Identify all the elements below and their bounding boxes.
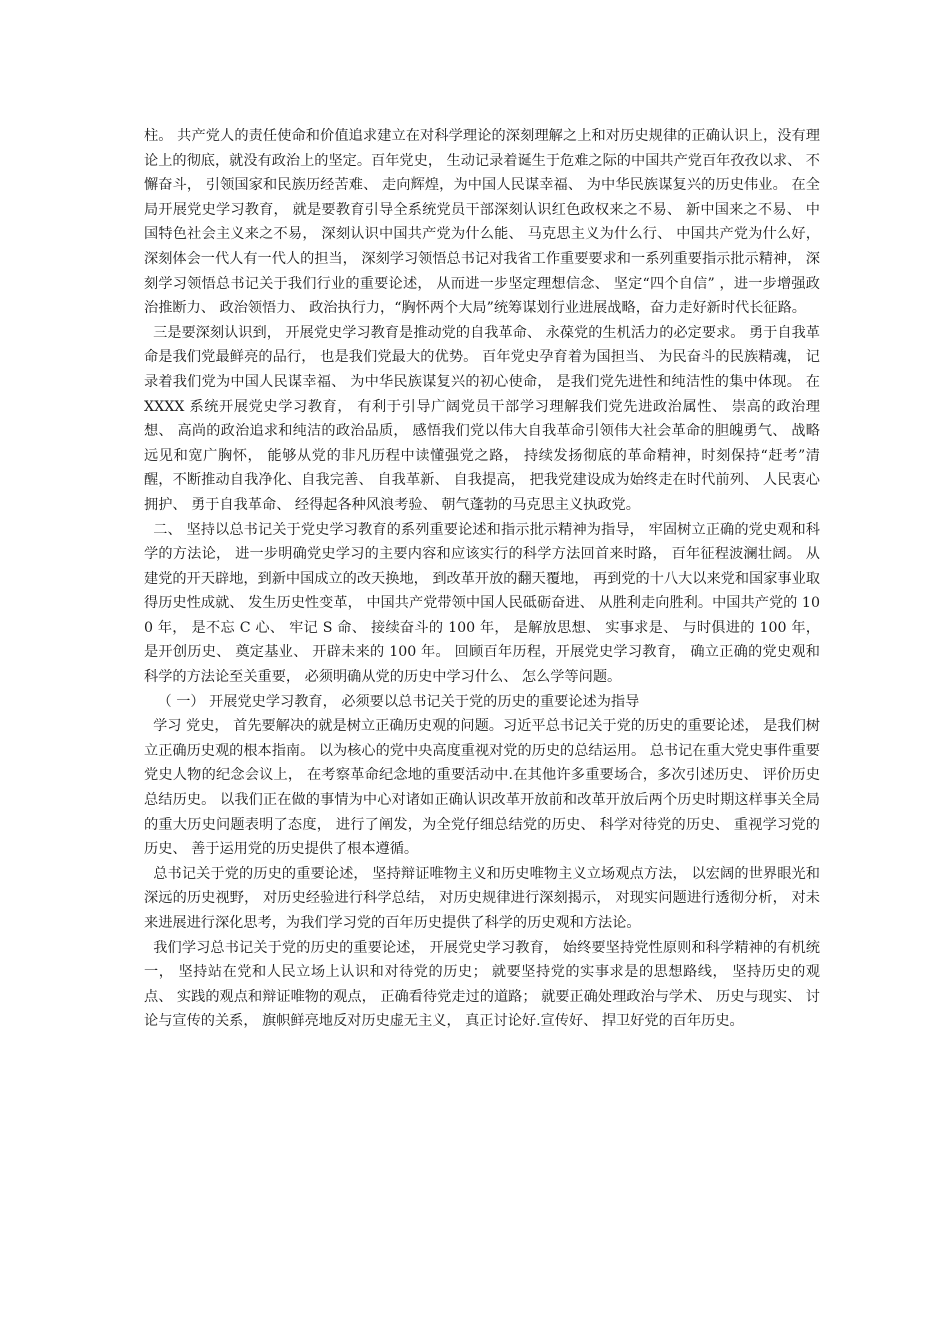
subheading-1: （ 一） 开展党史学习教育， 必须要以总书记关于党的历史的重要论述为指导 — [144, 693, 640, 710]
paragraph-2: 三是要深刻认识到， 开展党史学习教育是推动党的自我革命、 永葆党的生机活力的必定要求。 勇于自我革命是我们党最鲜亮的品行， 也是我们党最大的优势。 百年党史孕育着为国担当、 为民奋斗的民族精魂， 记录着我们党为中国人民谋幸福、 为中华民族谋复兴的初心使命， 是我们党先进性和纯洁性的集中体现。 在 XXXX 系统开展党史学习教育， 有利于引导广阔党员干部学习理解我们党先进政治属性、 崇高的政治理想、 高尚的政治追求和纯洁的政治品质， 感悟我们党以伟大自我革命引领伟大社会革命的胆魄勇气、 战略远见和宽广胸怀， 能够从党的非凡历程中读懂强党之路， 持续发扬彻底的革命精神，时刻保持“赶考”清醒，不断推动自我净化、自我完善、 自我革新、 自我提高， 把我党建设成为始终走在时代前列、 人民衷心拥护、 勇于自我革命、 经得起各种风浪考验、 朝气蓬勃的马克思主义执政党。 — [144, 324, 825, 513]
paragraph-4: 学习 党史， 首先要解决的就是树立正确历史观的问题。习近平总书记关于党的历史的重要论述， 是我们树立正确历史观的根本指南。 以为核心的党中央高度重视对党的历史的总结运用。 总书记在重大党史事件重要党史人物的纪念会议上， 在考察革命纪念地的重要活动中.在其他许多重要场合，多次引述历史、 评价历史总结历史。 以我们正在做的事情为中心对诸如正确认识改革开放前和改革开放后两个历史时期这样事关全局的重大历史问题表明了态度， 进行了阐发，为全党仔细总结党的历史、 科学对待党的历史、 重视学习党的历史、 善于运用党的历史提供了根本遵循。 — [144, 718, 820, 858]
document-page — [144, 124, 825, 1034]
paragraph-5: 总书记关于党的历史的重要论述， 坚持辩证唯物主义和历史唯物主义立场观点方法， 以宏阔的世界眼光和深远的历史视野， 对历史经验进行科学总结， 对历史规律进行深刻揭示， 对现实问题进行透彻分析， 对未来进展进行深化思考，为我们学习党的百年历史提供了科学的历史观和方法论。 — [144, 865, 820, 931]
paragraph-6: 我们学习总书记关于党的历史的重要论述， 开展党史学习教育， 始终要坚持党性原则和科学精神的有机统一， 坚持站在党和人民立场上认识和对待党的历史； 就要坚持党的实事求是的思想路线， 坚持历史的观点、 实践的观点和辩证唯物的观点， 正确看待党走过的道路； 就要正确处理政治与学术、 历史与现实、 讨论与宣传的关系， 旗帜鲜亮地反对历史虚无主义， 真正讨论好.宣传好、 捍卫好党的百年历史。 — [144, 939, 820, 1030]
paragraph-1: 柱。 共产党人的责任使命和价值追求建立在对科学理论的深刻理解之上和对历史规律的正确认识上，没有理论上的彻底，就没有政治上的坚定。百年党史， 生动记录着诞生于危难之际的中国共产党百年孜孜以求、 不懈奋斗， 引领国家和民族历经苦难、 走向辉煌，为中国人民谋幸福、 为中华民族谋复兴的历史伟业。 在全局开展党史学习教育， 就是要教育引导全系统党员干部深刻认识红色政权来之不易、 新中国来之不易、 中国特色社会主义来之不易， 深刻认识中国共产党为什么能、 马克思主义为什么行、 中国共产党为什么好， 深刻体会一代人有一代人的担当， 深刻学习领悟总书记对我省工作重要要求和一系列重要指示批示精神， 深刻学习领悟总书记关于我们行业的重要论述， 从而进一步坚定理想信念、 坚定“四个自信” ，进一步增强政治推断力、 政治领悟力、 政治执行力，“胸怀两个大局”统筹谋划行业进展战略，奋力走好新时代长征路。 — [144, 128, 825, 317]
paragraph-3: 二、 坚持以总书记关于党史学习教育的系列重要论述和指示批示精神为指导， 牢固树立正确的党史观和科学的方法论， 进一步明确党史学习的主要内容和应该实行的科学方法回首来时路， 百年征程波澜壮阔。 从建党的开天辟地，到新中国成立的改天换地， 到改革开放的翻天覆地， 再到党的十八大以来党和国家事业取得历史性成就、 发生历史性变革， 中国共产党带领中国人民砥砺奋进、 从胜利走向胜利。中国共产党的 100 年， 是不忘 C 心、 牢记 S 命、 接续奋斗的 100 年， 是解放思想、 实事求是、 与时俱进的 100 年， 是开创历史、 奠定基业、 开辟未来的 100 年。 回顾百年历程，开展党史学习教育， 确立正确的党史观和科学的方法论至关重要， 必须明确从党的历史中学习什么、 怎么学等问题。 — [144, 521, 825, 686]
